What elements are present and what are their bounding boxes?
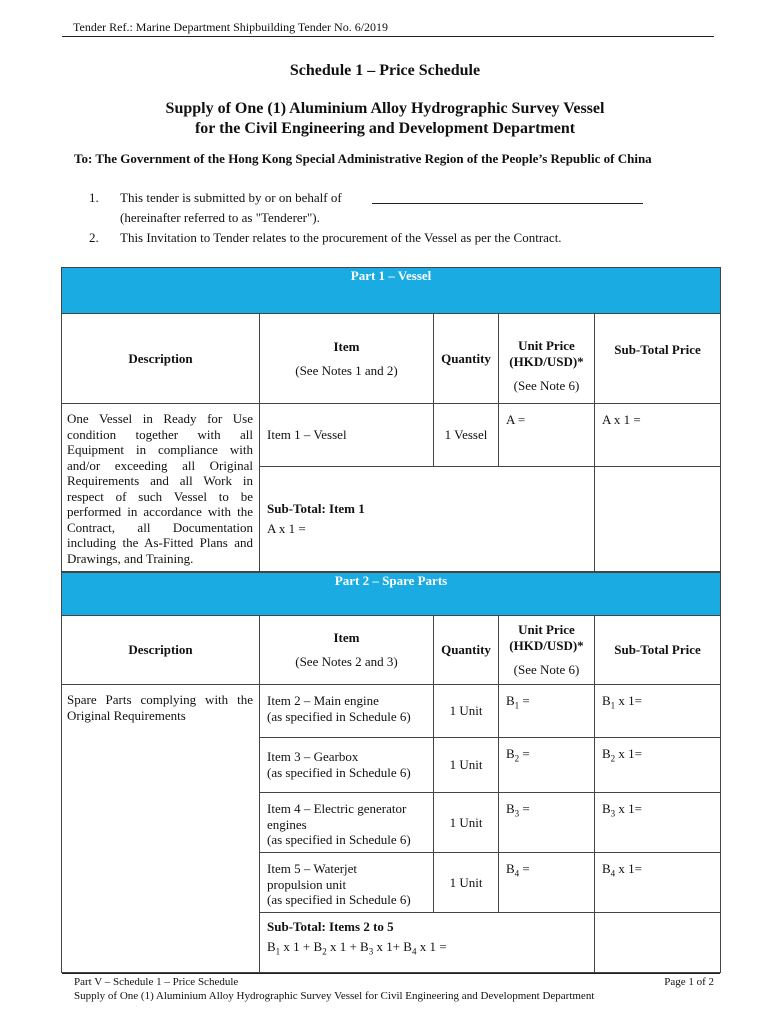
part1-description: One Vessel in Ready for Use condition together with all Equipment in compliance with and/or exceeding all Original Requirements and all Work in respect of such Vessel to be performed in accordance with the Contract, all Documentation including the As-Fitted Plans and Drawings, and Training. xyxy=(62,404,260,572)
part2-band: Part 2 – Spare Parts xyxy=(62,573,721,616)
part2-item3-unit-price[interactable]: $B_2$ = xyxy=(499,738,595,793)
supply-title-line2: for the Civil Engineering and Development Department xyxy=(194,120,576,137)
part2-band-row xyxy=(62,573,721,616)
part1-header-description: Description xyxy=(62,314,260,404)
supply-title-line1: Supply of One (1) Aluminium Alloy Hydrographic Survey Vessel xyxy=(165,100,605,117)
part1-subtotal-total[interactable] xyxy=(595,467,721,572)
paragraph-1-number: 1. xyxy=(89,190,99,205)
footer-line1: Part V – Schedule 1 – Price Schedule xyxy=(74,976,239,988)
part1-quantity: 1 Vessel xyxy=(434,404,499,467)
part2-header-subtotal: Sub-Total Price xyxy=(595,616,721,685)
paragraph-2-number: 2. xyxy=(89,230,99,245)
schedule-title: Schedule 1 – Price Schedule xyxy=(289,62,481,79)
part2-header-description: Description xyxy=(62,616,260,685)
part1-price-table xyxy=(61,267,721,572)
part2-price-table xyxy=(61,572,721,973)
footer-divider xyxy=(62,973,720,974)
part2-item3-quantity: 1 Unit xyxy=(434,738,499,793)
part2-item2-quantity: 1 Unit xyxy=(434,685,499,738)
part1-header-row xyxy=(62,314,721,404)
part2-item2-subtotal[interactable]: $B_1$ x 1= xyxy=(595,685,721,738)
paragraph-1-line1: This tender is submitted by or on behalf of xyxy=(120,190,342,205)
part1-header-unit-price-note: (See Note 6) xyxy=(513,377,580,393)
part2-item4-unit-price[interactable]: $B_3$ = xyxy=(499,793,595,853)
part2-subtotal-formula: $B_1$ x $1 + B_2$ x $1 + B_3$ x $1+ B_4$ x 1 = xyxy=(267,938,447,957)
part2-row-item2 xyxy=(62,685,721,738)
part2-subtotal-cell xyxy=(260,913,595,973)
part1-item: Item 1 – Vessel xyxy=(260,404,434,467)
tenderer-name-blank[interactable] xyxy=(372,203,643,204)
part2-item5-unit-price[interactable]: $B_4$ = xyxy=(499,853,595,913)
part2-header-unit-price: Unit Price (HKD/USD)* (See Note 6) xyxy=(499,616,595,685)
part1-header-item: Item (See Notes 1 and 2) xyxy=(260,314,434,404)
supply-title xyxy=(0,99,770,139)
part1-header-item-note: (See Notes 1 and 2) xyxy=(295,362,398,378)
header-tender-ref: Tender Ref.: Marine Department Shipbuilding Tender No. 6/2019 xyxy=(73,20,389,34)
part2-item3: Item 3 – Gearbox (as specified in Schedule 6) xyxy=(260,738,434,793)
footer-line2: Supply of One (1) Aluminium Alloy Hydrographic Survey Vessel for Civil Engineering and Development Department xyxy=(74,990,595,1002)
part2-item4-subtotal[interactable]: $B_3$ x 1= xyxy=(595,793,721,853)
addressee-line: To: The Government of the Hong Kong Special Administrative Region of the People’s Republic of China xyxy=(74,151,652,166)
part2-header-item-note: (See Notes 2 and 3) xyxy=(295,654,398,669)
part2-item3-subtotal[interactable]: $B_2$ x 1= xyxy=(595,738,721,793)
part1-header-unit-price: Unit Price (HKD/USD)* (See Note 6) xyxy=(499,314,595,404)
part1-band-row xyxy=(62,268,721,314)
header-divider xyxy=(62,36,714,37)
paragraph-1-line2: (hereinafter referred to as "Tenderer"). xyxy=(120,210,320,225)
part2-item4: Item 4 – Electric generator engines (as specified in Schedule 6) xyxy=(260,793,434,853)
part1-subtotal-label: Sub-Total: Item 1 xyxy=(267,501,365,516)
part2-header-quantity: Quantity xyxy=(434,616,499,685)
footer-page-number: Page 1 of 2 xyxy=(664,976,714,988)
part2-item5-subtotal[interactable]: $B_4$ x 1= xyxy=(595,853,721,913)
part2-header-unit-price-note: (See Note 6) xyxy=(513,662,580,677)
part1-subtotal-formula: A x 1 = xyxy=(267,520,306,536)
part1-unit-price[interactable]: A = xyxy=(499,404,595,467)
part1-vessel-row xyxy=(62,404,721,467)
part2-subtotal-label: Sub-Total: Items 2 to 5 xyxy=(267,919,394,934)
part2-item5: Item 5 – Waterjet propulsion unit (as specified in Schedule 6) xyxy=(260,853,434,913)
part1-band: Part 1 – Vessel xyxy=(62,268,721,314)
part1-header-quantity: Quantity xyxy=(434,314,499,404)
part2-header-item: Item (See Notes 2 and 3) xyxy=(260,616,434,685)
part2-subtotal-total[interactable] xyxy=(595,913,721,973)
part2-header-row xyxy=(62,616,721,685)
paragraph-2-line1: This Invitation to Tender relates to the procurement of the Vessel as per the Contract. xyxy=(120,230,562,245)
part2-item2: Item 2 – Main engine (as specified in Schedule 6) xyxy=(260,685,434,738)
part2-item5-quantity: 1 Unit xyxy=(434,853,499,913)
part2-item4-quantity: 1 Unit xyxy=(434,793,499,853)
part2-description: Spare Parts complying with the Original Requirements xyxy=(62,685,260,973)
part1-subtotal[interactable]: A x 1 = xyxy=(595,404,721,467)
part1-header-subtotal: Sub-Total Price xyxy=(595,314,721,404)
part1-subtotal-cell xyxy=(260,467,595,572)
part2-item2-unit-price[interactable]: $B_1$ = xyxy=(499,685,595,738)
